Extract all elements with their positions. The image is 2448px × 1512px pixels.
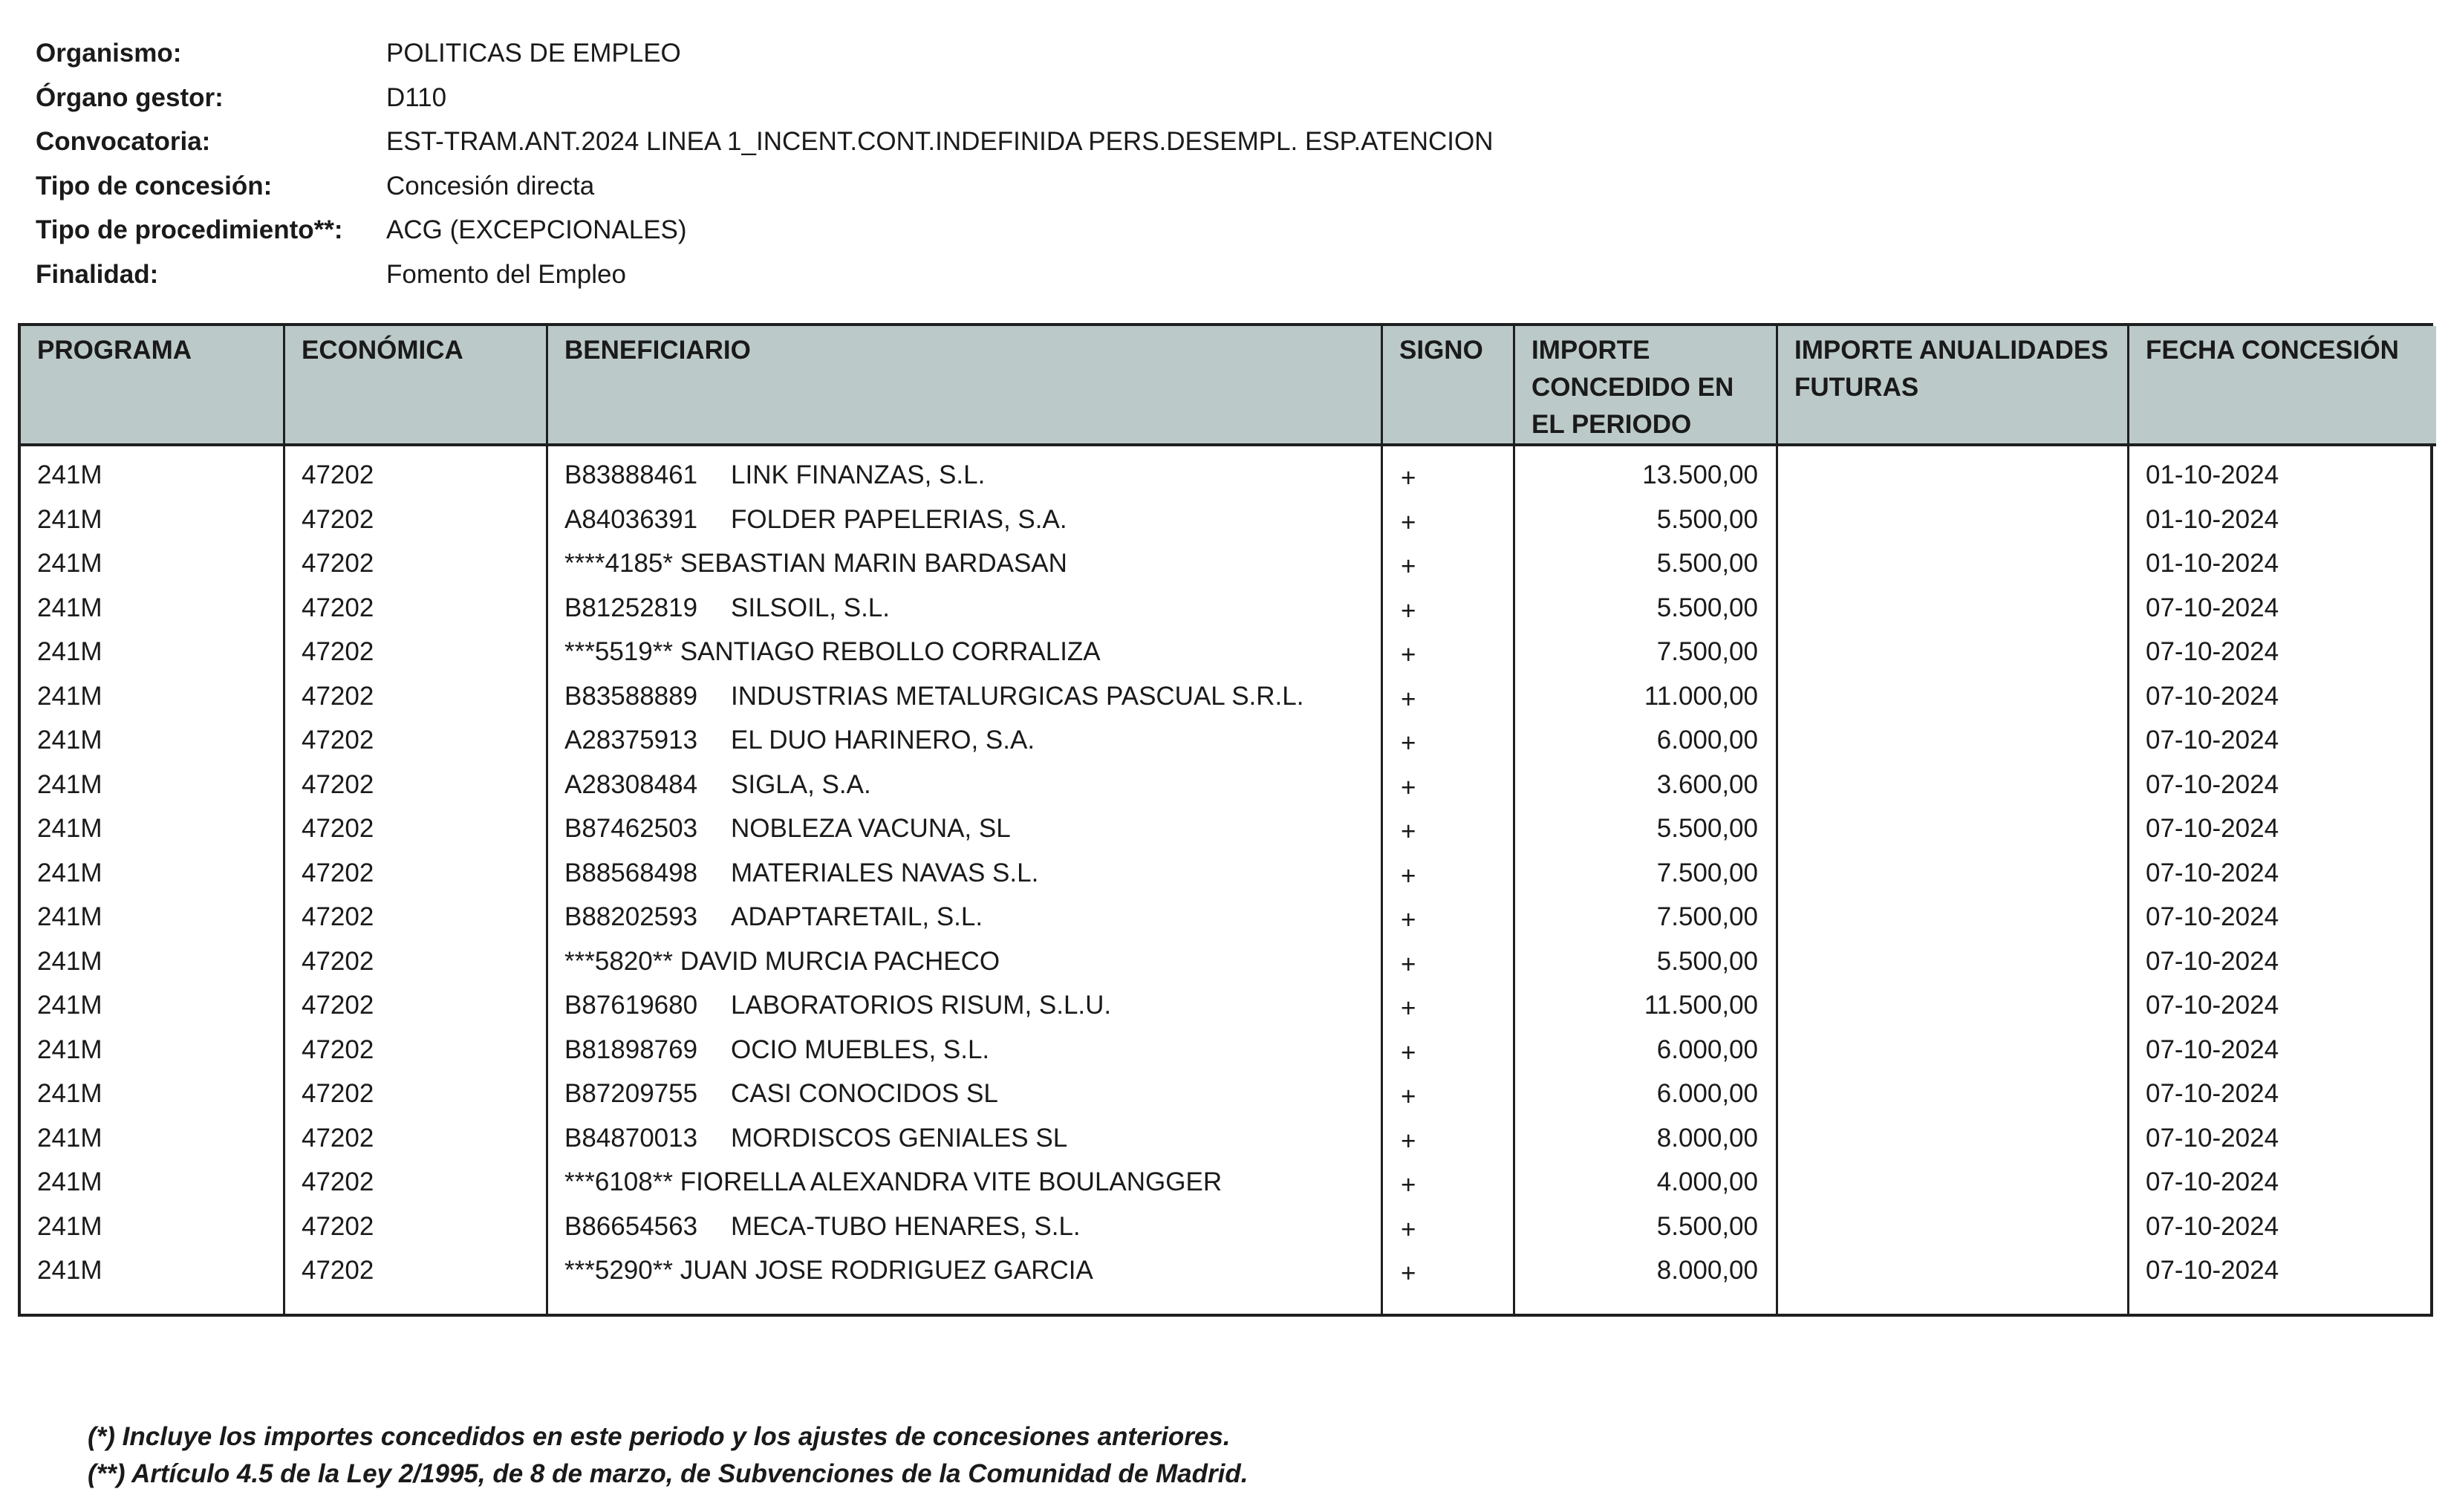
cell-importe-concedido: 6.000,00 bbox=[1656, 1079, 1758, 1108]
cell-beneficiario bbox=[548, 681, 1381, 729]
header-signo: SIGNO bbox=[1383, 326, 1515, 446]
cell-programa: 241M bbox=[37, 814, 102, 843]
beneficiary-name: ***5820** DAVID MURCIA PACHECO bbox=[564, 946, 1000, 976]
cell-signo: + bbox=[1401, 861, 1416, 890]
cell-signo: + bbox=[1401, 1170, 1416, 1199]
cell-economica: 47202 bbox=[302, 549, 374, 578]
beneficiary-name: ***6108** FIORELLA ALEXANDRA VITE BOULANGGER bbox=[564, 1167, 1223, 1196]
cell-programa: 241M bbox=[37, 1167, 102, 1196]
cell-fecha-concesion: 07-10-2024 bbox=[2146, 1167, 2279, 1196]
cell-importe-concedido: 7.500,00 bbox=[1656, 858, 1758, 887]
beneficiary-nif: B86654563 bbox=[564, 1211, 698, 1241]
cell-programa: 241M bbox=[37, 1256, 102, 1285]
column-fecha-concesion bbox=[2129, 446, 2436, 1314]
footnote-importes: (*) Incluye los importes concedidos en este periodo y los ajustes de concesiones anteriores. bbox=[88, 1422, 1231, 1451]
cell-beneficiario bbox=[548, 769, 1381, 817]
cell-beneficiario bbox=[548, 1081, 1381, 1126]
cell-beneficiario bbox=[548, 1034, 1381, 1082]
header-importe-anualidades: IMPORTE ANUALIDADES FUTURAS bbox=[1778, 326, 2129, 446]
cell-economica: 47202 bbox=[302, 1167, 374, 1196]
cell-signo: + bbox=[1401, 1214, 1416, 1244]
cell-beneficiario bbox=[548, 902, 1381, 949]
beneficiary-name: SIGLA, S.A. bbox=[731, 769, 871, 799]
cell-programa: 241M bbox=[37, 681, 102, 711]
beneficiary-nif: A28375913 bbox=[564, 726, 698, 755]
cell-importe-concedido: 8.000,00 bbox=[1656, 1256, 1758, 1285]
cell-importe-anualidades bbox=[1778, 905, 2127, 949]
beneficiary-nif: B87209755 bbox=[564, 1079, 698, 1108]
cell-fecha-concesion: 07-10-2024 bbox=[2146, 593, 2279, 622]
footnote-ley: (**) Artículo 4.5 de la Ley 2/1995, de 8 de marzo, de Subvenciones de la Comunidad de Madrid. bbox=[88, 1459, 1249, 1488]
cell-importe-anualidades bbox=[1778, 993, 2127, 1037]
cell-fecha-concesion: 07-10-2024 bbox=[2146, 991, 2279, 1020]
beneficiary-name: ***5290** JUAN JOSE RODRIGUEZ GARCIA bbox=[564, 1256, 1093, 1285]
grant-metadata bbox=[36, 31, 1494, 296]
cell-programa: 241M bbox=[37, 726, 102, 755]
cell-importe-anualidades bbox=[1778, 684, 2127, 729]
cell-economica: 47202 bbox=[302, 504, 374, 534]
cell-beneficiario bbox=[548, 946, 1381, 994]
cell-programa: 241M bbox=[37, 637, 102, 666]
metadata-row bbox=[36, 208, 1494, 252]
beneficiary-name: ***5519** SANTIAGO REBOLLO CORRALIZA bbox=[564, 637, 1101, 666]
metadata-label-tipo-procedimiento: Tipo de procedimiento**: bbox=[36, 215, 343, 244]
grants-table bbox=[18, 323, 2433, 1317]
cell-programa: 241M bbox=[37, 769, 102, 799]
cell-fecha-concesion: 07-10-2024 bbox=[2146, 1079, 2279, 1108]
beneficiary-name: MORDISCOS GENIALES SL bbox=[731, 1123, 1068, 1153]
cell-programa: 241M bbox=[37, 902, 102, 931]
beneficiary-name: LINK FINANZAS, S.L. bbox=[731, 460, 986, 489]
cell-programa: 241M bbox=[37, 1211, 102, 1241]
metadata-value-organo-gestor: D110 bbox=[386, 82, 447, 112]
cell-beneficiario bbox=[548, 1123, 1381, 1170]
cell-programa: 241M bbox=[37, 991, 102, 1020]
beneficiary-name: NOBLEZA VACUNA, SL bbox=[731, 814, 1011, 843]
cell-programa: 241M bbox=[37, 504, 102, 534]
cell-programa: 241M bbox=[37, 1079, 102, 1108]
beneficiary-name: INDUSTRIAS METALURGICAS PASCUAL S.R.L. bbox=[731, 681, 1304, 711]
cell-fecha-concesion: 01-10-2024 bbox=[2146, 549, 2279, 578]
cell-importe-anualidades bbox=[1778, 639, 2127, 684]
cell-economica: 47202 bbox=[302, 1034, 374, 1064]
beneficiary-nif: B83588889 bbox=[564, 681, 698, 711]
cell-importe-concedido: 3.600,00 bbox=[1656, 769, 1758, 799]
header-economica: ECONÓMICA bbox=[285, 326, 548, 446]
metadata-row bbox=[36, 120, 1494, 164]
beneficiary-name: ****4185* SEBASTIAN MARIN BARDASAN bbox=[564, 549, 1067, 578]
cell-economica: 47202 bbox=[302, 769, 374, 799]
cell-importe-anualidades bbox=[1778, 1037, 2127, 1082]
cell-beneficiario bbox=[548, 1258, 1381, 1303]
column-programa bbox=[21, 446, 285, 1314]
cell-economica: 47202 bbox=[302, 1079, 374, 1108]
beneficiary-name: MECA-TUBO HENARES, S.L. bbox=[731, 1211, 1081, 1241]
cell-importe-concedido: 7.500,00 bbox=[1656, 637, 1758, 666]
cell-programa: 241M bbox=[37, 549, 102, 578]
cell-importe-anualidades bbox=[1778, 551, 2127, 596]
cell-importe-concedido: 5.500,00 bbox=[1656, 814, 1758, 843]
beneficiary-nif: B81252819 bbox=[564, 593, 698, 622]
cell-beneficiario bbox=[548, 639, 1381, 684]
header-beneficiario: BENEFICIARIO bbox=[548, 326, 1383, 446]
metadata-label-finalidad: Finalidad: bbox=[36, 259, 159, 289]
beneficiary-nif: B81898769 bbox=[564, 1034, 698, 1064]
cell-fecha-concesion: 07-10-2024 bbox=[2146, 946, 2279, 976]
cell-signo: + bbox=[1401, 772, 1416, 802]
beneficiary-name: EL DUO HARINERO, S.A. bbox=[731, 726, 1035, 755]
metadata-row bbox=[36, 252, 1494, 297]
beneficiary-nif: A84036391 bbox=[564, 504, 698, 534]
cell-signo: + bbox=[1401, 994, 1416, 1023]
cell-importe-anualidades bbox=[1778, 1081, 2127, 1126]
cell-programa: 241M bbox=[37, 946, 102, 976]
cell-importe-concedido: 13.500,00 bbox=[1642, 460, 1758, 489]
cell-importe-anualidades bbox=[1778, 507, 2127, 552]
header-fecha-concesion: FECHA CONCESIÓN bbox=[2129, 326, 2436, 446]
cell-fecha-concesion: 07-10-2024 bbox=[2146, 637, 2279, 666]
cell-beneficiario bbox=[548, 504, 1381, 552]
cell-economica: 47202 bbox=[302, 1123, 374, 1153]
cell-economica: 47202 bbox=[302, 637, 374, 666]
cell-signo: + bbox=[1401, 640, 1416, 669]
cell-beneficiario bbox=[548, 551, 1381, 596]
cell-importe-anualidades bbox=[1778, 1170, 2127, 1214]
beneficiary-nif: B88568498 bbox=[564, 858, 698, 887]
metadata-row bbox=[36, 31, 1494, 76]
cell-importe-concedido: 8.000,00 bbox=[1656, 1123, 1758, 1153]
cell-importe-concedido: 5.500,00 bbox=[1656, 504, 1758, 534]
cell-beneficiario bbox=[548, 1167, 1381, 1214]
cell-fecha-concesion: 07-10-2024 bbox=[2146, 858, 2279, 887]
column-economica bbox=[285, 446, 548, 1314]
cell-fecha-concesion: 01-10-2024 bbox=[2146, 504, 2279, 534]
header-programa: PROGRAMA bbox=[21, 326, 285, 446]
beneficiary-nif: B84870013 bbox=[564, 1123, 698, 1153]
cell-fecha-concesion: 07-10-2024 bbox=[2146, 814, 2279, 843]
cell-beneficiario bbox=[548, 993, 1381, 1037]
cell-programa: 241M bbox=[37, 1123, 102, 1153]
column-importe-concedido bbox=[1515, 446, 1778, 1314]
metadata-value-organismo: POLITICAS DE EMPLEO bbox=[386, 39, 681, 68]
cell-importe-concedido: 7.500,00 bbox=[1656, 902, 1758, 931]
cell-importe-concedido: 6.000,00 bbox=[1656, 1034, 1758, 1064]
metadata-value-convocatoria: EST-TRAM.ANT.2024 LINEA 1_INCENT.CONT.INDEFINIDA PERS.DESEMPL. ESP.ATENCION bbox=[386, 127, 1494, 156]
cell-importe-concedido: 5.500,00 bbox=[1656, 1211, 1758, 1241]
cell-fecha-concesion: 07-10-2024 bbox=[2146, 681, 2279, 711]
cell-importe-anualidades bbox=[1778, 728, 2127, 772]
cell-programa: 241M bbox=[37, 593, 102, 622]
cell-beneficiario bbox=[548, 1211, 1381, 1259]
footnotes bbox=[88, 1418, 1248, 1493]
cell-importe-concedido: 5.500,00 bbox=[1656, 946, 1758, 976]
cell-signo: + bbox=[1401, 949, 1416, 979]
cell-fecha-concesion: 07-10-2024 bbox=[2146, 902, 2279, 931]
cell-beneficiario bbox=[548, 858, 1381, 905]
cell-beneficiario bbox=[548, 460, 1381, 507]
metadata-value-finalidad: Fomento del Empleo bbox=[386, 259, 626, 289]
cell-economica: 47202 bbox=[302, 681, 374, 711]
cell-economica: 47202 bbox=[302, 902, 374, 931]
metadata-row bbox=[36, 76, 1494, 120]
cell-signo: + bbox=[1401, 1082, 1416, 1111]
cell-importe-concedido: 11.500,00 bbox=[1644, 991, 1758, 1020]
cell-fecha-concesion: 01-10-2024 bbox=[2146, 460, 2279, 489]
beneficiary-name: MATERIALES NAVAS S.L. bbox=[731, 858, 1039, 887]
beneficiary-nif: A28308484 bbox=[564, 769, 698, 799]
cell-fecha-concesion: 07-10-2024 bbox=[2146, 769, 2279, 799]
cell-fecha-concesion: 07-10-2024 bbox=[2146, 1211, 2279, 1241]
cell-importe-anualidades bbox=[1778, 861, 2127, 905]
cell-importe-anualidades bbox=[1778, 1214, 2127, 1259]
cell-signo: + bbox=[1401, 729, 1416, 757]
cell-importe-anualidades bbox=[1778, 596, 2127, 640]
cell-importe-anualidades bbox=[1778, 949, 2127, 994]
cell-fecha-concesion: 07-10-2024 bbox=[2146, 1256, 2279, 1285]
metadata-label-organismo: Organismo: bbox=[36, 39, 182, 68]
cell-economica: 47202 bbox=[302, 814, 374, 843]
beneficiary-nif: B87619680 bbox=[564, 991, 698, 1020]
cell-beneficiario bbox=[548, 816, 1381, 861]
cell-fecha-concesion: 07-10-2024 bbox=[2146, 726, 2279, 755]
metadata-label-organo-gestor: Órgano gestor: bbox=[36, 82, 224, 112]
metadata-value-tipo-concesion: Concesión directa bbox=[386, 171, 595, 201]
cell-signo: + bbox=[1401, 552, 1416, 581]
cell-economica: 47202 bbox=[302, 946, 374, 976]
cell-programa: 241M bbox=[37, 858, 102, 887]
cell-signo: + bbox=[1401, 596, 1416, 625]
cell-economica: 47202 bbox=[302, 858, 374, 887]
metadata-row bbox=[36, 164, 1494, 209]
cell-signo: + bbox=[1401, 684, 1416, 714]
cell-signo: + bbox=[1401, 817, 1416, 846]
cell-signo: + bbox=[1401, 507, 1416, 537]
metadata-label-convocatoria: Convocatoria: bbox=[36, 127, 211, 156]
beneficiary-nif: B88202593 bbox=[564, 902, 698, 931]
beneficiary-name: SILSOIL, S.L. bbox=[731, 593, 890, 622]
cell-beneficiario bbox=[548, 728, 1381, 772]
metadata-label-tipo-concesion: Tipo de concesión: bbox=[36, 171, 273, 201]
beneficiary-nif: B87462503 bbox=[564, 814, 698, 843]
cell-economica: 47202 bbox=[302, 1211, 374, 1241]
column-signo bbox=[1383, 446, 1515, 1314]
cell-signo: + bbox=[1401, 1259, 1416, 1288]
cell-economica: 47202 bbox=[302, 726, 374, 755]
cell-importe-concedido: 5.500,00 bbox=[1656, 593, 1758, 622]
cell-fecha-concesion: 07-10-2024 bbox=[2146, 1123, 2279, 1153]
cell-importe-concedido: 4.000,00 bbox=[1656, 1167, 1758, 1196]
cell-importe-anualidades bbox=[1778, 1126, 2127, 1170]
metadata-value-tipo-procedimiento: ACG (EXCEPCIONALES) bbox=[386, 215, 687, 244]
cell-economica: 47202 bbox=[302, 593, 374, 622]
beneficiary-name: CASI CONOCIDOS SL bbox=[731, 1079, 998, 1108]
cell-programa: 241M bbox=[37, 460, 102, 489]
cell-importe-anualidades bbox=[1778, 772, 2127, 817]
cell-signo: + bbox=[1401, 463, 1416, 492]
cell-economica: 47202 bbox=[302, 1256, 374, 1285]
cell-importe-anualidades bbox=[1778, 1258, 2127, 1303]
cell-importe-concedido: 5.500,00 bbox=[1656, 549, 1758, 578]
header-importe-concedido: IMPORTE CONCEDIDO EN EL PERIODO bbox=[1515, 326, 1778, 446]
cell-signo: + bbox=[1401, 905, 1416, 934]
cell-programa: 241M bbox=[37, 1034, 102, 1064]
cell-signo: + bbox=[1401, 1126, 1416, 1156]
cell-economica: 47202 bbox=[302, 460, 374, 489]
beneficiary-name: OCIO MUEBLES, S.L. bbox=[731, 1034, 990, 1064]
cell-signo: + bbox=[1401, 1037, 1416, 1067]
cell-importe-concedido: 6.000,00 bbox=[1656, 726, 1758, 755]
cell-beneficiario bbox=[548, 593, 1381, 640]
beneficiary-name: LABORATORIOS RISUM, S.L.U. bbox=[731, 991, 1112, 1020]
cell-fecha-concesion: 07-10-2024 bbox=[2146, 1034, 2279, 1064]
cell-importe-anualidades bbox=[1778, 463, 2127, 507]
beneficiary-name: ADAPTARETAIL, S.L. bbox=[731, 902, 983, 931]
cell-importe-concedido: 11.000,00 bbox=[1644, 681, 1758, 711]
beneficiary-nif: B83888461 bbox=[564, 460, 698, 489]
beneficiary-name: FOLDER PAPELERIAS, S.A. bbox=[731, 504, 1067, 534]
column-importe-anualidades bbox=[1778, 446, 2129, 1314]
column-beneficiario bbox=[548, 446, 1383, 1314]
cell-economica: 47202 bbox=[302, 991, 374, 1020]
cell-importe-anualidades bbox=[1778, 816, 2127, 861]
